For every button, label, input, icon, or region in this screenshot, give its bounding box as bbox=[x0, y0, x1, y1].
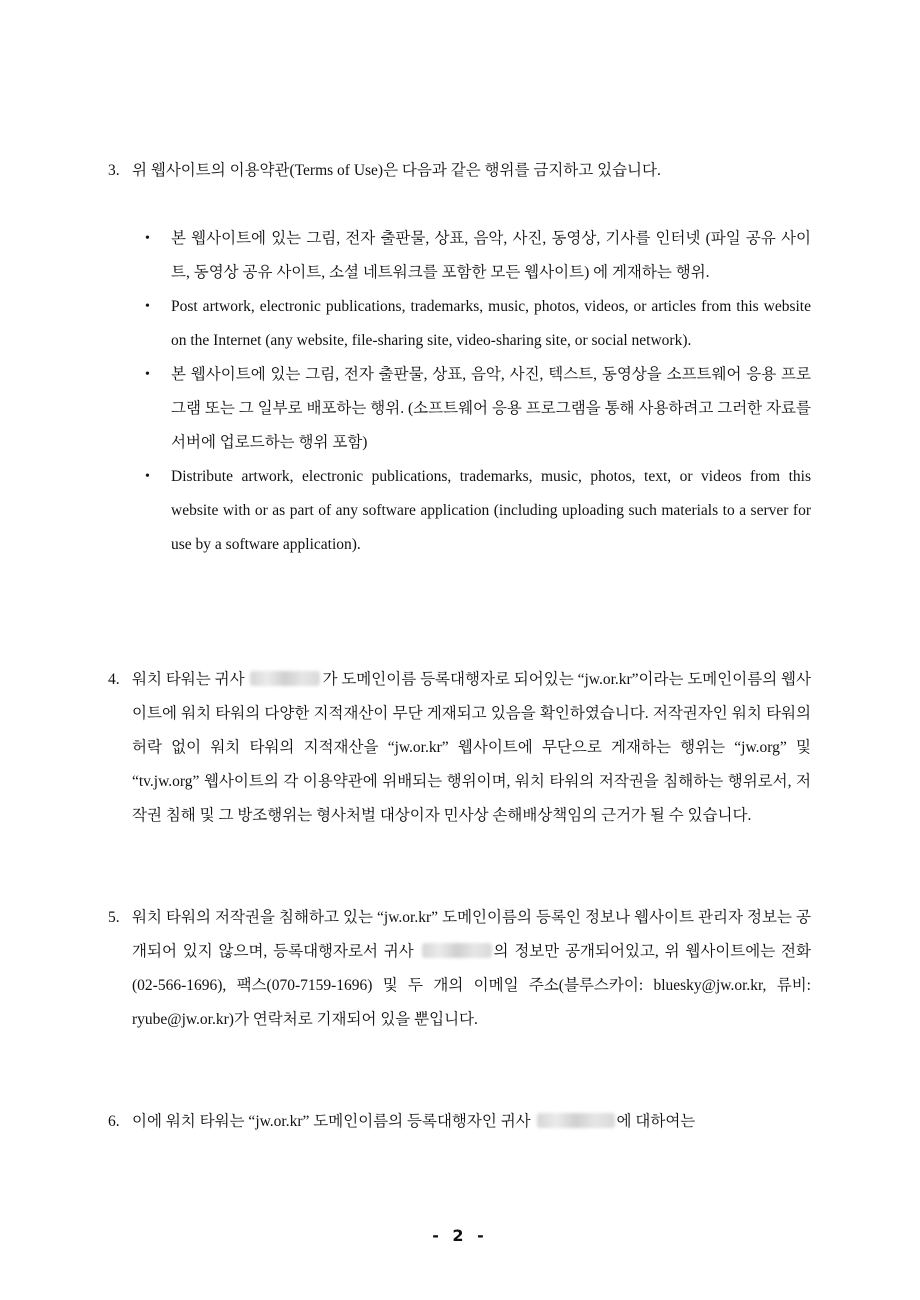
item-5: 5. 워치 타워의 저작권을 침해하고 있는 “jw.or.kr” 도메인이름의 등록인 정보나 웹사이트 관리자 정보는 공개되어 있지 않으며, 등록대행자로서 귀사 의 정보만 공개되어있고, 위 웹사이트에는 전화(02-566-1696), 팩스(070-7159-1696) 및 두 개의 이메일 주소(블루스카이: bluesky@jw.or.kr, 류비: ryube@jw.or.kr)가 연락처로 기재되어 있을 뿐입니다. bbox=[108, 901, 811, 1037]
item-number: 5. bbox=[108, 909, 120, 926]
redacted-company-name bbox=[422, 943, 492, 958]
item-number: 3. bbox=[108, 162, 120, 179]
prohibited-acts-list bbox=[145, 222, 811, 562]
item-3 bbox=[108, 154, 811, 188]
item-4: 4. 워치 타워는 귀사 가 도메인이름 등록대행자로 되어있는 “jw.or.kr”이라는 도메인이름의 웹사이트에 워치 타워의 다양한 지적재산이 무단 게재되고 있음을 확인하였습니다. 저작권자인 워치 타워의 허락 없이 워치 타워의 지적재산을 “jw.or.kr” 웹사이트에 무단으로 게재하는 행위는 “jw.org” 및 “tv.jw.org” 웹사이트의 각 이용약관에 위배되는 행위이며, 워치 타워의 저작권을 침해하는 행위로서, 저작권 침해 및 그 방조행위는 형사처벌 대상이자 민사상 손해배상책임의 근거가 될 수 있습니다. bbox=[108, 663, 811, 833]
item-number: 6. bbox=[108, 1113, 120, 1130]
list-item: • Post artwork, electronic publications, trademarks, music, photos, videos, or articles from this website on the Internet (any website, file-sharing site, video-sharing site, or social network). bbox=[145, 290, 811, 358]
item-text: 위 웹사이트의 이용약관(Terms of Use)은 다음과 같은 행위를 금지하고 있습니다. bbox=[132, 162, 661, 179]
page-number: - 2 - bbox=[432, 1226, 488, 1245]
list-item: • 본 웹사이트에 있는 그림, 전자 출판물, 상표, 음악, 사진, 텍스트, 동영상을 소프트웨어 응용 프로그램 또는 그 일부로 배포하는 행위. (소프트웨어 응용 프로그램을 통해 사용하려고 그러한 자료를 서버에 업로드하는 행위 포함) bbox=[145, 358, 811, 460]
bullet-icon: • bbox=[145, 469, 150, 484]
item-number: 4. bbox=[108, 671, 120, 688]
redacted-company-name bbox=[250, 671, 320, 686]
bullet-icon: • bbox=[145, 231, 150, 246]
list-item: • 본 웹사이트에 있는 그림, 전자 출판물, 상표, 음악, 사진, 동영상, 기사를 인터넷 (파일 공유 사이트, 동영상 공유 사이트, 소셜 네트워크를 포함한 모든 웹사이트) 에 게재하는 행위. bbox=[145, 222, 811, 290]
bullet-icon: • bbox=[145, 367, 150, 382]
list-item: • Distribute artwork, electronic publications, trademarks, music, photos, text, or videos from this website with or as part of any software application (including uploading such materials to a server for use by a software application). bbox=[145, 460, 811, 562]
item-6: 6. 이에 워치 타워는 “jw.or.kr” 도메인이름의 등록대행자인 귀사 에 대하여는 bbox=[108, 1105, 811, 1139]
bullet-icon: • bbox=[145, 299, 150, 314]
redacted-company-name bbox=[537, 1113, 615, 1128]
